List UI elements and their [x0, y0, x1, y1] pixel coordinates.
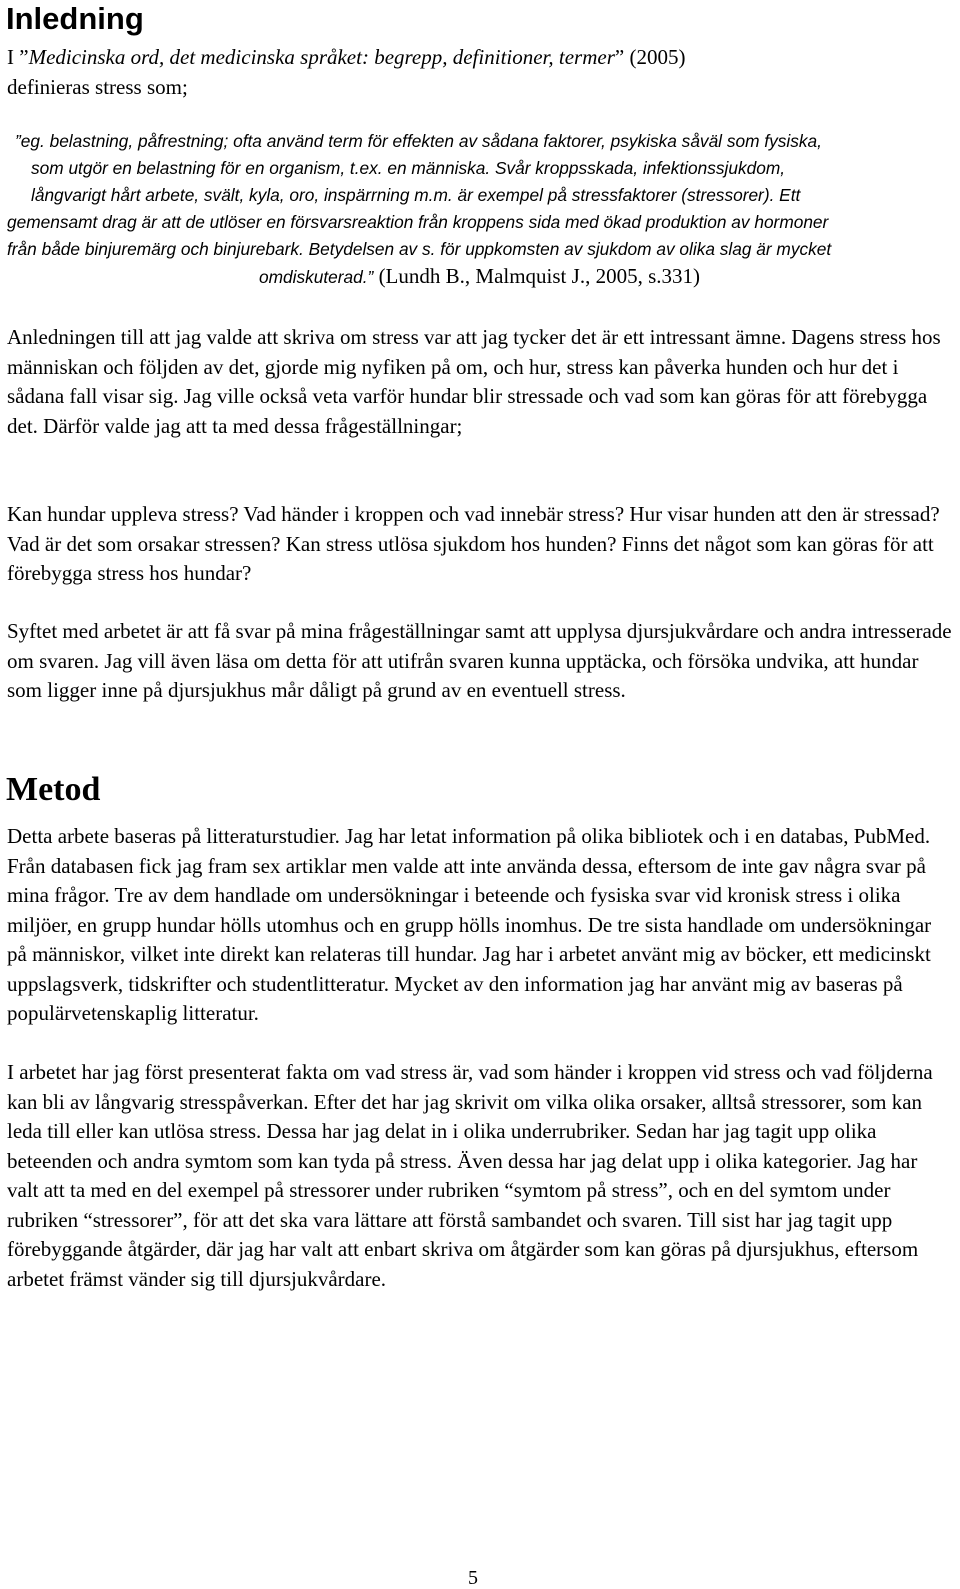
paragraph-anledning: Anledningen till att jag valde att skriva om stress var att jag tycker det är ett intressant ämne. Dagens stress hos människan och följden av det, gjorde mig nyfiken på om, och hur, stress kan påverka hunden och hur det i sådana fall visar sig. Jag ville också veta varför hundar blir stressade och vad som kan göras för att förebygga det. Därför valde jag att ta med dessa frågeställningar;	[7, 325, 941, 438]
intro-paragraph	[7, 43, 952, 102]
intro-prefix: I ”	[7, 45, 29, 69]
quote-line-5: från både binjuremärg och binjurebark. Betydelsen av s. för uppkomsten av sjukdom av olika slag är mycket	[7, 239, 832, 259]
quote-line-4: gemensamt drag är att de utlöser en försvarsreaktion från kroppens sida med ökad produktion av hormoner	[7, 212, 829, 232]
quote-line-2: som utgör en belastning för en organism, t.ex. en människa. Svår kroppsskada, infektionssjukdom,	[31, 158, 786, 178]
quote-reference: (Lundh B., Malmquist J., 2005, s.331)	[373, 264, 700, 288]
paragraph-syfte: Syftet med arbetet är att få svar på mina frågeställningar samt att upplysa djursjukvårdare och andra intresserade om svaren. Jag vill även läsa om detta för att utifrån svaren kunna upptäcka, och försöka undvika, att hundar som ligger inne på djursjukhus mår dåligt på grund av en eventuell stress.	[7, 619, 952, 702]
paragraph-metod-1: Detta arbete baseras på litteraturstudier. Jag har letat information på olika bibliotek och i en databas, PubMed. Från databasen fick jag fram sex artiklar men valde att inte använda dessa, eftersom de inte gav några svar på mina frågor. Tre av dem handlade om undersökningar i beteende och fysiska svar vid kronisk stress i olika miljöer, en grupp hundar hölls utomhus och en grupp hölls inomhus. De tre sista handlade om undersökningar på människor, vilket inte direkt kan relateras till hundar. Jag har i arbetet använt mig av böcker, ett medicinskt uppslagsverk, tidskrifter och studentlitteratur. Mycket av den information jag har använt mig av baseras på populärvetenskaplig litteratur.	[7, 824, 932, 1025]
quote-line-6-italic: omdiskuterad.”	[259, 267, 374, 287]
quote-line-1-text: eg. belastning, påfrestning; ofta använd term för effekten av sådana faktorer, psykiska såväl som fysiska,	[20, 131, 822, 151]
intro-source-title: Medicinska ord, det medicinska språket: begrepp, definitioner, termer	[28, 45, 615, 69]
quote-line-6	[7, 263, 952, 291]
quote-line-1	[7, 131, 822, 151]
paragraph-questions: Kan hundar uppleva stress? Vad händer i kroppen och vad innebär stress? Hur visar hunden att den är stressad? Vad är det som orsakar stressen? Kan stress utlösa sjukdom hos hunden? Finns det något som kan göras för att förebygga stress hos hundar?	[7, 502, 940, 585]
definition-quote	[7, 128, 952, 291]
quote-line-3: långvarigt hårt arbete, svält, kyla, oro, inspärrning m.m. är exempel på stressfaktorer (stressorer). Ett	[31, 185, 801, 205]
quote-open-mark: ”	[15, 131, 21, 151]
paragraph-metod-2: I arbetet har jag först presenterat fakta om vad stress är, vad som händer i kroppen vid stress och vad följderna kan bli av långvarig stresspåverkan. Efter det har jag skrivit om vilka olika orsaker, alltså stressorer, som kan leda till eller kan utlösa stress. Dessa har jag delat in i olika underrubriker. Sedan har jag tagit upp olika beteenden och andra symtom som kan tyda på stress. Även dessa har jag delat upp i olika kategorier. Jag har valt att ta med en del exempel på stressorer under rubriken “symtom på stress”, och en del symtom under rubriken “stressorer”, för att det ska vara lättare att förstå sambandet och svaren. Till sist har jag tagit upp förebyggande åtgärder, där jag har valt att enbart skriva om åtgärder som kan göras på djursjukhus, eftersom arbetet främst vänder sig till djursjukvårdare.	[7, 1060, 933, 1291]
section-heading-metod: Metod	[6, 771, 101, 808]
section-heading-inledning: Inledning	[6, 1, 144, 36]
intro-line2: definieras stress som;	[7, 74, 188, 99]
intro-suffix: ” (2005)	[614, 45, 686, 69]
page-number: 5	[468, 1567, 478, 1589]
